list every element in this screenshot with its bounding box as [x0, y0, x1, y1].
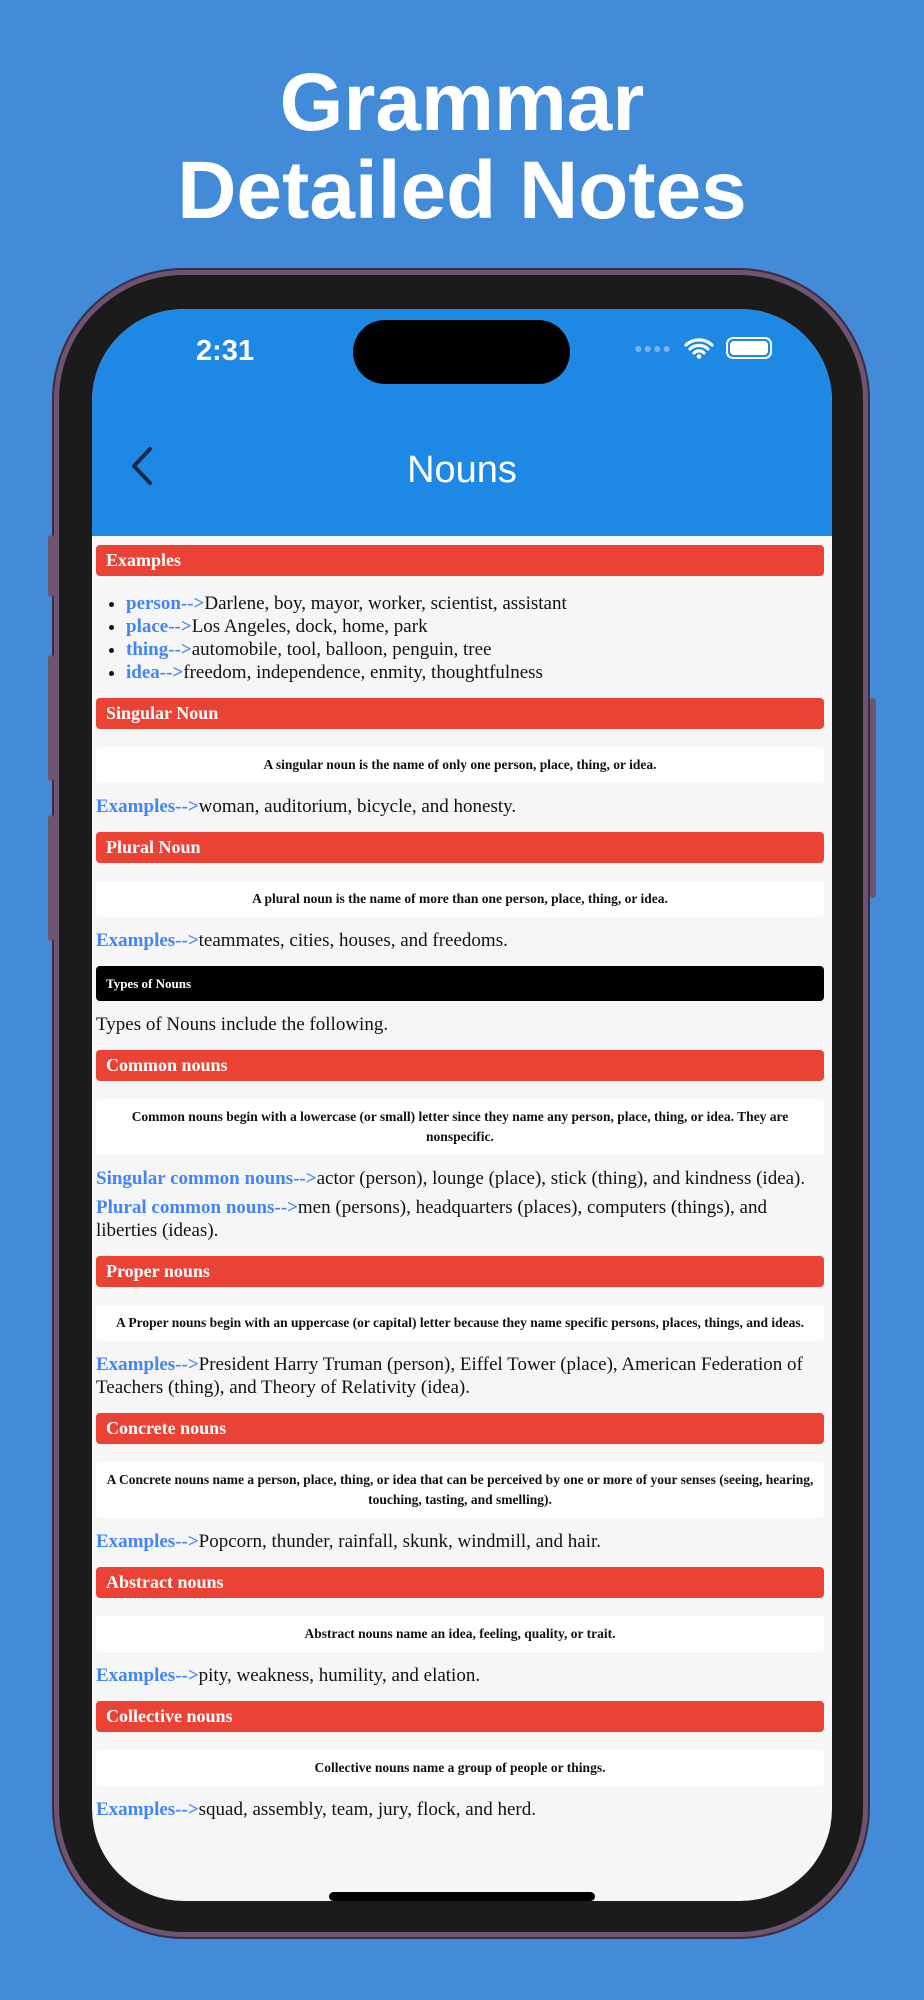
example-key: thing-->: [126, 639, 192, 660]
example-text: Los Angeles, dock, home, park: [191, 616, 428, 637]
nav-title: Nouns: [407, 449, 517, 491]
notes-content[interactable]: [96, 545, 832, 1835]
definition-box: Common nouns begin with a lowercase (or small) letter since they name any person, place, thing, or idea. They are nonspecific.: [96, 1099, 824, 1155]
section-header-abstract: Abstract nouns: [96, 1567, 824, 1598]
wifi-icon: [684, 337, 714, 359]
list-item: [126, 592, 828, 615]
volume-down-button: [48, 815, 54, 941]
example-key: Examples-->: [96, 1665, 199, 1686]
examples-line: [96, 795, 828, 818]
example-key: Examples-->: [96, 1354, 199, 1375]
home-indicator[interactable]: [329, 1892, 595, 1901]
example-text: President Harry Truman (person), Eiffel Tower (place), American Federation of Teachers (thing), and Theory of Relativity (idea).: [96, 1354, 803, 1398]
definition-box: A singular noun is the name of only one person, place, thing, or idea.: [96, 747, 824, 783]
volume-up-button: [48, 655, 54, 781]
section-header-common: Common nouns: [96, 1050, 824, 1081]
example-key: Plural common nouns-->: [96, 1197, 298, 1218]
definition-box: A plural noun is the name of more than one person, place, thing, or idea.: [96, 881, 824, 917]
examples-line: [96, 1353, 828, 1399]
screen: [92, 309, 832, 1901]
list-item: [126, 661, 828, 684]
example-text: actor (person), lounge (place), stick (thing), and kindness (idea).: [316, 1168, 806, 1189]
examples-list: [126, 592, 828, 684]
list-item: [126, 638, 828, 661]
definition-box: A Proper nouns begin with an uppercase (or capital) letter because they name specific persons, places, things, and ideas.: [96, 1305, 824, 1341]
list-item: [126, 615, 828, 638]
section-header-plural: Plural Noun: [96, 832, 824, 863]
section-header-collective: Collective nouns: [96, 1701, 824, 1732]
section-header-concrete: Concrete nouns: [96, 1413, 824, 1444]
example-text: pity, weakness, humility, and elation.: [198, 1665, 481, 1686]
types-text: Types of Nouns include the following.: [96, 1014, 389, 1035]
battery-icon: [726, 337, 772, 359]
mute-switch: [48, 535, 54, 597]
status-time: 2:31: [196, 335, 255, 367]
example-text: automobile, tool, balloon, penguin, tree: [191, 639, 492, 660]
example-key: place-->: [126, 616, 192, 637]
promo-title-line1: Grammar: [279, 57, 645, 148]
app-header: [92, 309, 832, 536]
example-text: men (persons), headquarters (places), computers (things), and liberties (ideas).: [96, 1197, 767, 1241]
example-key: Examples-->: [96, 1799, 199, 1820]
status-icons: [634, 337, 772, 359]
examples-line: [96, 929, 828, 952]
example-text: Popcorn, thunder, rainfall, skunk, windmill, and hair.: [198, 1531, 602, 1552]
definition-box: A Concrete nouns name a person, place, thing, or idea that can be perceived by one or more of your senses (seeing, hearing, touching, tasting, and smelling).: [96, 1462, 824, 1518]
definition-box: Collective nouns name a group of people or things.: [96, 1750, 824, 1786]
examples-line: [96, 1798, 828, 1821]
section-header-proper: Proper nouns: [96, 1256, 824, 1287]
examples-line: [96, 1167, 828, 1190]
example-key: Examples-->: [96, 796, 199, 817]
example-key: Singular common nouns-->: [96, 1168, 317, 1189]
example-text: teammates, cities, houses, and freedoms.: [198, 930, 508, 951]
definition-box: Abstract nouns name an idea, feeling, quality, or trait.: [96, 1616, 824, 1652]
example-key: person-->: [126, 593, 205, 614]
power-button: [870, 698, 876, 898]
example-text: Darlene, boy, mayor, worker, scientist, assistant: [204, 593, 567, 614]
signal-icon: ●●●●: [634, 340, 672, 356]
examples-line: [96, 1530, 828, 1553]
example-key: Examples-->: [96, 930, 199, 951]
section-header-singular: Singular Noun: [96, 698, 824, 729]
example-text: woman, auditorium, bicycle, and honesty.: [198, 796, 517, 817]
section-header-examples: Examples: [96, 545, 824, 576]
example-key: Examples-->: [96, 1531, 199, 1552]
example-text: squad, assembly, team, jury, flock, and herd.: [198, 1799, 536, 1820]
example-key: idea-->: [126, 662, 184, 683]
examples-line: [96, 1196, 828, 1242]
examples-line: [96, 1664, 828, 1687]
example-text: freedom, independence, enmity, thoughtfulness: [183, 662, 543, 683]
section-header-types: Types of Nouns: [96, 966, 824, 1001]
dynamic-island: [353, 320, 570, 384]
promo-title-line2: Detailed Notes: [177, 145, 747, 236]
